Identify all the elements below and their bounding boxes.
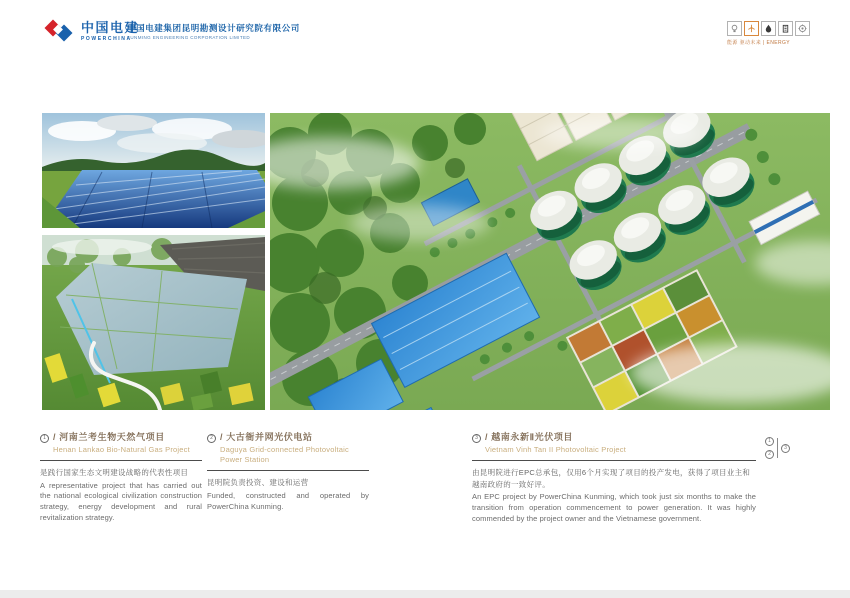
project-number-badge: 2 [207,434,216,443]
project-descriptions [40,433,820,563]
project-article-daguya [207,433,369,512]
pv-field-aerial [42,235,265,410]
project-title-cn: / 河南兰考生物天然气项目 [53,432,165,442]
map-number-1: 1 [765,437,774,446]
logo-name-cn: 中国电建 [81,19,140,35]
project-article-vinhtan [472,433,756,524]
building-icon [778,21,793,36]
logo-name-en: POWERCHINA [81,35,132,42]
company-name-cn: 中国电建集团昆明勘测设计研究院有限公司 [127,23,300,33]
energy-tagline: 能源 驱动未来 | ENERGY [727,40,790,46]
project-title-en: Henan Lankao Bio-Natural Gas Project [53,445,190,454]
project-body-en: An EPC project by PowerChina Kunming, which took just six months to make the transition from operation commencement to power generation. It was highly commended by the project owner and the Vietnamese government. [472,492,756,523]
project-number-badge: 1 [40,434,49,443]
project-title-cn: / 大古衙并网光伏电站 [220,432,313,442]
project-title-cn: / 越南永新Ⅱ光伏项目 [485,432,574,442]
company-name [127,24,300,41]
title-divider [207,470,369,471]
photo-position-map [765,437,790,459]
map-number-2: 2 [765,450,774,459]
project-title-en: Daguya Grid-connected Photovoltaic Power Station [220,445,349,465]
wind-turbine-icon [744,21,759,36]
project-body-en: Funded, constructed and operated by PowerChina Kunming. [207,490,369,511]
title-divider [40,460,202,461]
sector-icon-strip [727,21,810,46]
project-article-lankao [40,433,202,523]
powerchina-logo [44,16,139,46]
project-body-cn: 是践行国家生态文明建设战略的代表性项目 [40,468,189,478]
gear-icon [795,21,810,36]
map-number-3: 3 [781,444,790,453]
project-number-badge: 3 [472,434,481,443]
project-body-en: A representative project that has carried out the national ecological civilization construction strategy, energy development and rural revitalization strategy. [40,480,202,522]
biogas-plant-aerial [270,113,830,410]
solar-farm-photo [42,113,265,228]
company-name-en: KUNMING ENGINEERING CORPORATION LIMITED [127,35,251,40]
map-divider [777,438,778,458]
lightbulb-icon [727,21,742,36]
page-edge-strip [0,590,850,598]
project-title-en: Vietnam Vinh Tan II Photovoltaic Project [485,445,626,454]
project-body-cn: 由昆明院进行EPC总承包，仅用6个月实现了项目的投产发电，获得了项目业主和越南政府的一致好评。 [472,468,751,489]
project-image-gallery [42,113,830,410]
powerchina-logo-icon [44,16,74,46]
water-drop-icon [761,21,776,36]
project-body-cn: 昆明院负责投资、建设和运营 [207,478,309,488]
title-divider [472,460,756,461]
